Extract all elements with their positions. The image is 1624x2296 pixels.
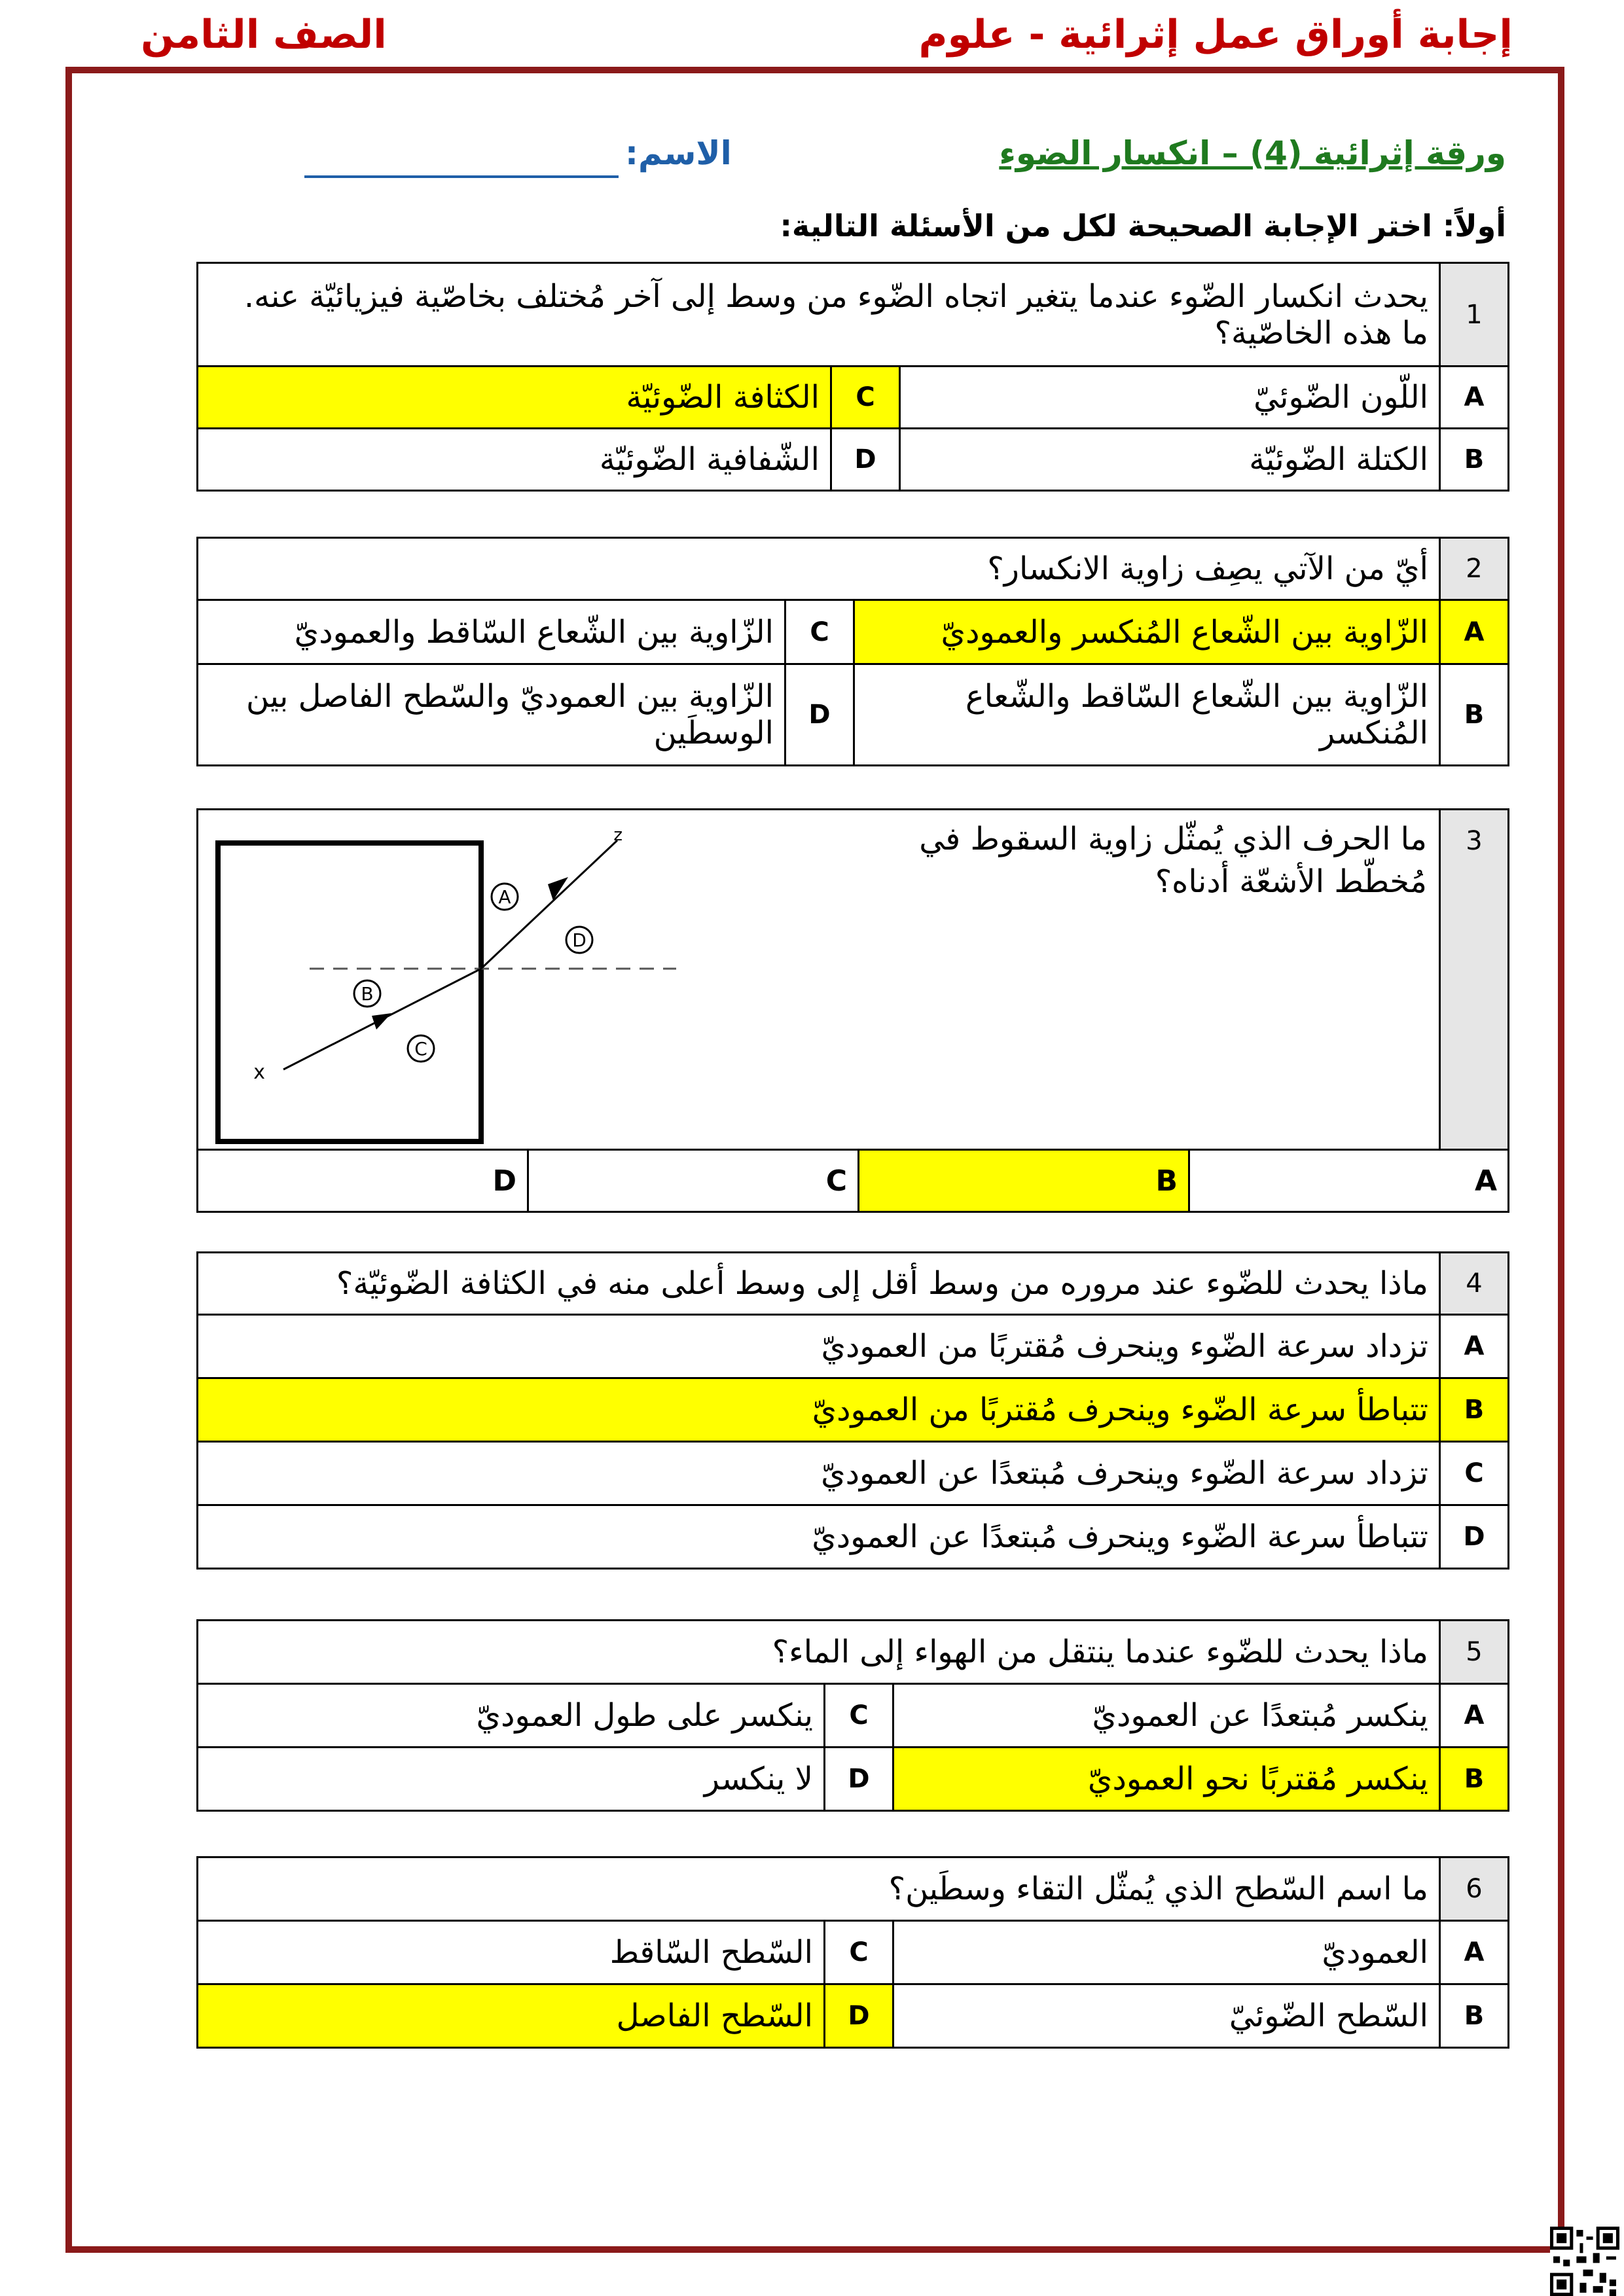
question-number: 1	[1440, 263, 1509, 367]
option-letter: D	[831, 429, 900, 491]
option-d[interactable]: الزّاوية بين العموديّ والسّطح الفاصل بين الوسطَين	[198, 664, 785, 766]
sheet-title: ورقة إثرائية (4) – انكسار الضوء	[999, 134, 1506, 172]
option-b[interactable]: ينكسر مُقتربًا نحو العموديّ	[893, 1748, 1440, 1811]
option-letter: D	[825, 1748, 893, 1811]
option-b[interactable]: تتباطأ سرعة الضّوء وينحرف مُقتربًا من العموديّ	[198, 1378, 1440, 1442]
option-b[interactable]: B	[859, 1150, 1189, 1212]
ray-label-z: z	[613, 825, 623, 845]
option-letter: D	[785, 664, 854, 766]
option-c[interactable]: ينكسر على طول العموديّ	[198, 1684, 825, 1748]
option-c[interactable]: C	[528, 1150, 859, 1212]
option-letter: B	[1440, 1748, 1509, 1811]
ray-label-x: x	[253, 1061, 265, 1084]
option-a[interactable]: تزداد سرعة الضّوء وينحرف مُقتربًا من العموديّ	[198, 1315, 1440, 1378]
question-2	[196, 537, 1509, 766]
option-letter: C	[1440, 1442, 1509, 1505]
question-number: 2	[1440, 538, 1509, 600]
option-letter: B	[1440, 1378, 1509, 1442]
option-a[interactable]: الزّاوية بين الشّعاع المُنكسر والعموديّ	[854, 600, 1440, 664]
question-text: ماذا يحدث للضّوء عند مروره من وسط أقل إلى وسط أعلى منه في الكثافة الضّوئيّة؟	[198, 1253, 1440, 1315]
question-number: 4	[1440, 1253, 1509, 1315]
option-letter: B	[1440, 429, 1509, 491]
question-text: يحدث انكسار الضّوء عندما يتغير اتجاه الضّوء من وسط إلى آخر مُختلف بخاصّية فيزيائيّة عنه. ما هذه الخاصّية؟	[198, 263, 1440, 367]
question-cell	[198, 810, 1440, 1150]
ray-diagram	[205, 817, 702, 1144]
option-a[interactable]: A	[1189, 1150, 1509, 1212]
option-letter: D	[825, 1984, 893, 2048]
option-b[interactable]: الكتلة الضّوئيّة	[900, 429, 1440, 491]
option-a[interactable]: ينكسر مُبتعدًا عن العموديّ	[893, 1684, 1440, 1748]
option-d[interactable]: D	[198, 1150, 528, 1212]
name-field[interactable]	[304, 175, 619, 178]
option-c[interactable]: الكثافة الضّوئيّة	[198, 367, 831, 429]
name-label: الاسم:	[625, 134, 732, 172]
option-d[interactable]: الشّفافية الضّوئيّة	[198, 429, 831, 491]
option-d[interactable]: لا ينكسر	[198, 1748, 825, 1811]
option-b[interactable]: السّطح الضّوئيّ	[893, 1984, 1440, 2048]
option-letter: B	[1440, 664, 1509, 766]
grade-label: الصف الثامن	[141, 12, 387, 58]
question-6	[196, 1856, 1509, 2049]
option-letter: A	[1440, 600, 1509, 664]
option-c[interactable]: تزداد سرعة الضّوء وينحرف مُبتعدًا عن العموديّ	[198, 1442, 1440, 1505]
qr-code-icon	[1550, 2227, 1619, 2296]
glass-block	[218, 843, 481, 1141]
label-a: A	[498, 886, 511, 908]
instruction: أولاً: اختر الإجابة الصحيحة لكل من الأسئلة التالية:	[780, 208, 1506, 243]
label-c: C	[414, 1038, 427, 1060]
question-number: 5	[1440, 1621, 1509, 1684]
question-3	[196, 808, 1509, 1213]
option-letter: C	[785, 600, 854, 664]
header-title: إجابة أوراق عمل إثرائية - علوم	[918, 12, 1513, 58]
question-5	[196, 1619, 1509, 1812]
option-a[interactable]: اللّون الضّوئيّ	[900, 367, 1440, 429]
question-4	[196, 1251, 1509, 1570]
label-d: D	[572, 929, 586, 951]
option-c[interactable]: السّطح السّاقط	[198, 1921, 825, 1984]
option-letter: C	[825, 1684, 893, 1748]
option-letter: A	[1440, 367, 1509, 429]
question-text: ما الحرف الذي يُمثّل زاوية السقوط في مُخطّط الأشعّة أدناه؟	[919, 821, 1427, 900]
option-d[interactable]: تتباطأ سرعة الضّوء وينحرف مُبتعدًا عن العموديّ	[198, 1505, 1440, 1569]
option-d[interactable]: السّطح الفاصل	[198, 1984, 825, 2048]
question-text: ماذا يحدث للضّوء عندما ينتقل من الهواء إلى الماء؟	[198, 1621, 1440, 1684]
question-1	[196, 262, 1509, 492]
option-letter: A	[1440, 1921, 1509, 1984]
arrow-refracted	[372, 1013, 391, 1030]
option-letter: A	[1440, 1684, 1509, 1748]
option-letter: C	[825, 1921, 893, 1984]
option-letter: B	[1440, 1984, 1509, 2048]
question-number: 3	[1440, 810, 1509, 1150]
option-letter: A	[1440, 1315, 1509, 1378]
option-letter: C	[831, 367, 900, 429]
label-b: B	[361, 983, 374, 1005]
option-letter: D	[1440, 1505, 1509, 1569]
question-text: أيّ من الآتي يصِف زاوية الانكسار؟	[198, 538, 1440, 600]
option-c[interactable]: الزّاوية بين الشّعاع السّاقط والعموديّ	[198, 600, 785, 664]
question-number: 6	[1440, 1857, 1509, 1921]
question-text: ما اسم السّطح الذي يُمثّل التقاء وسطَين؟	[198, 1857, 1440, 1921]
option-b[interactable]: الزّاوية بين الشّعاع السّاقط والشّعاع المُنكسر	[854, 664, 1440, 766]
option-a[interactable]: العموديّ	[893, 1921, 1440, 1984]
